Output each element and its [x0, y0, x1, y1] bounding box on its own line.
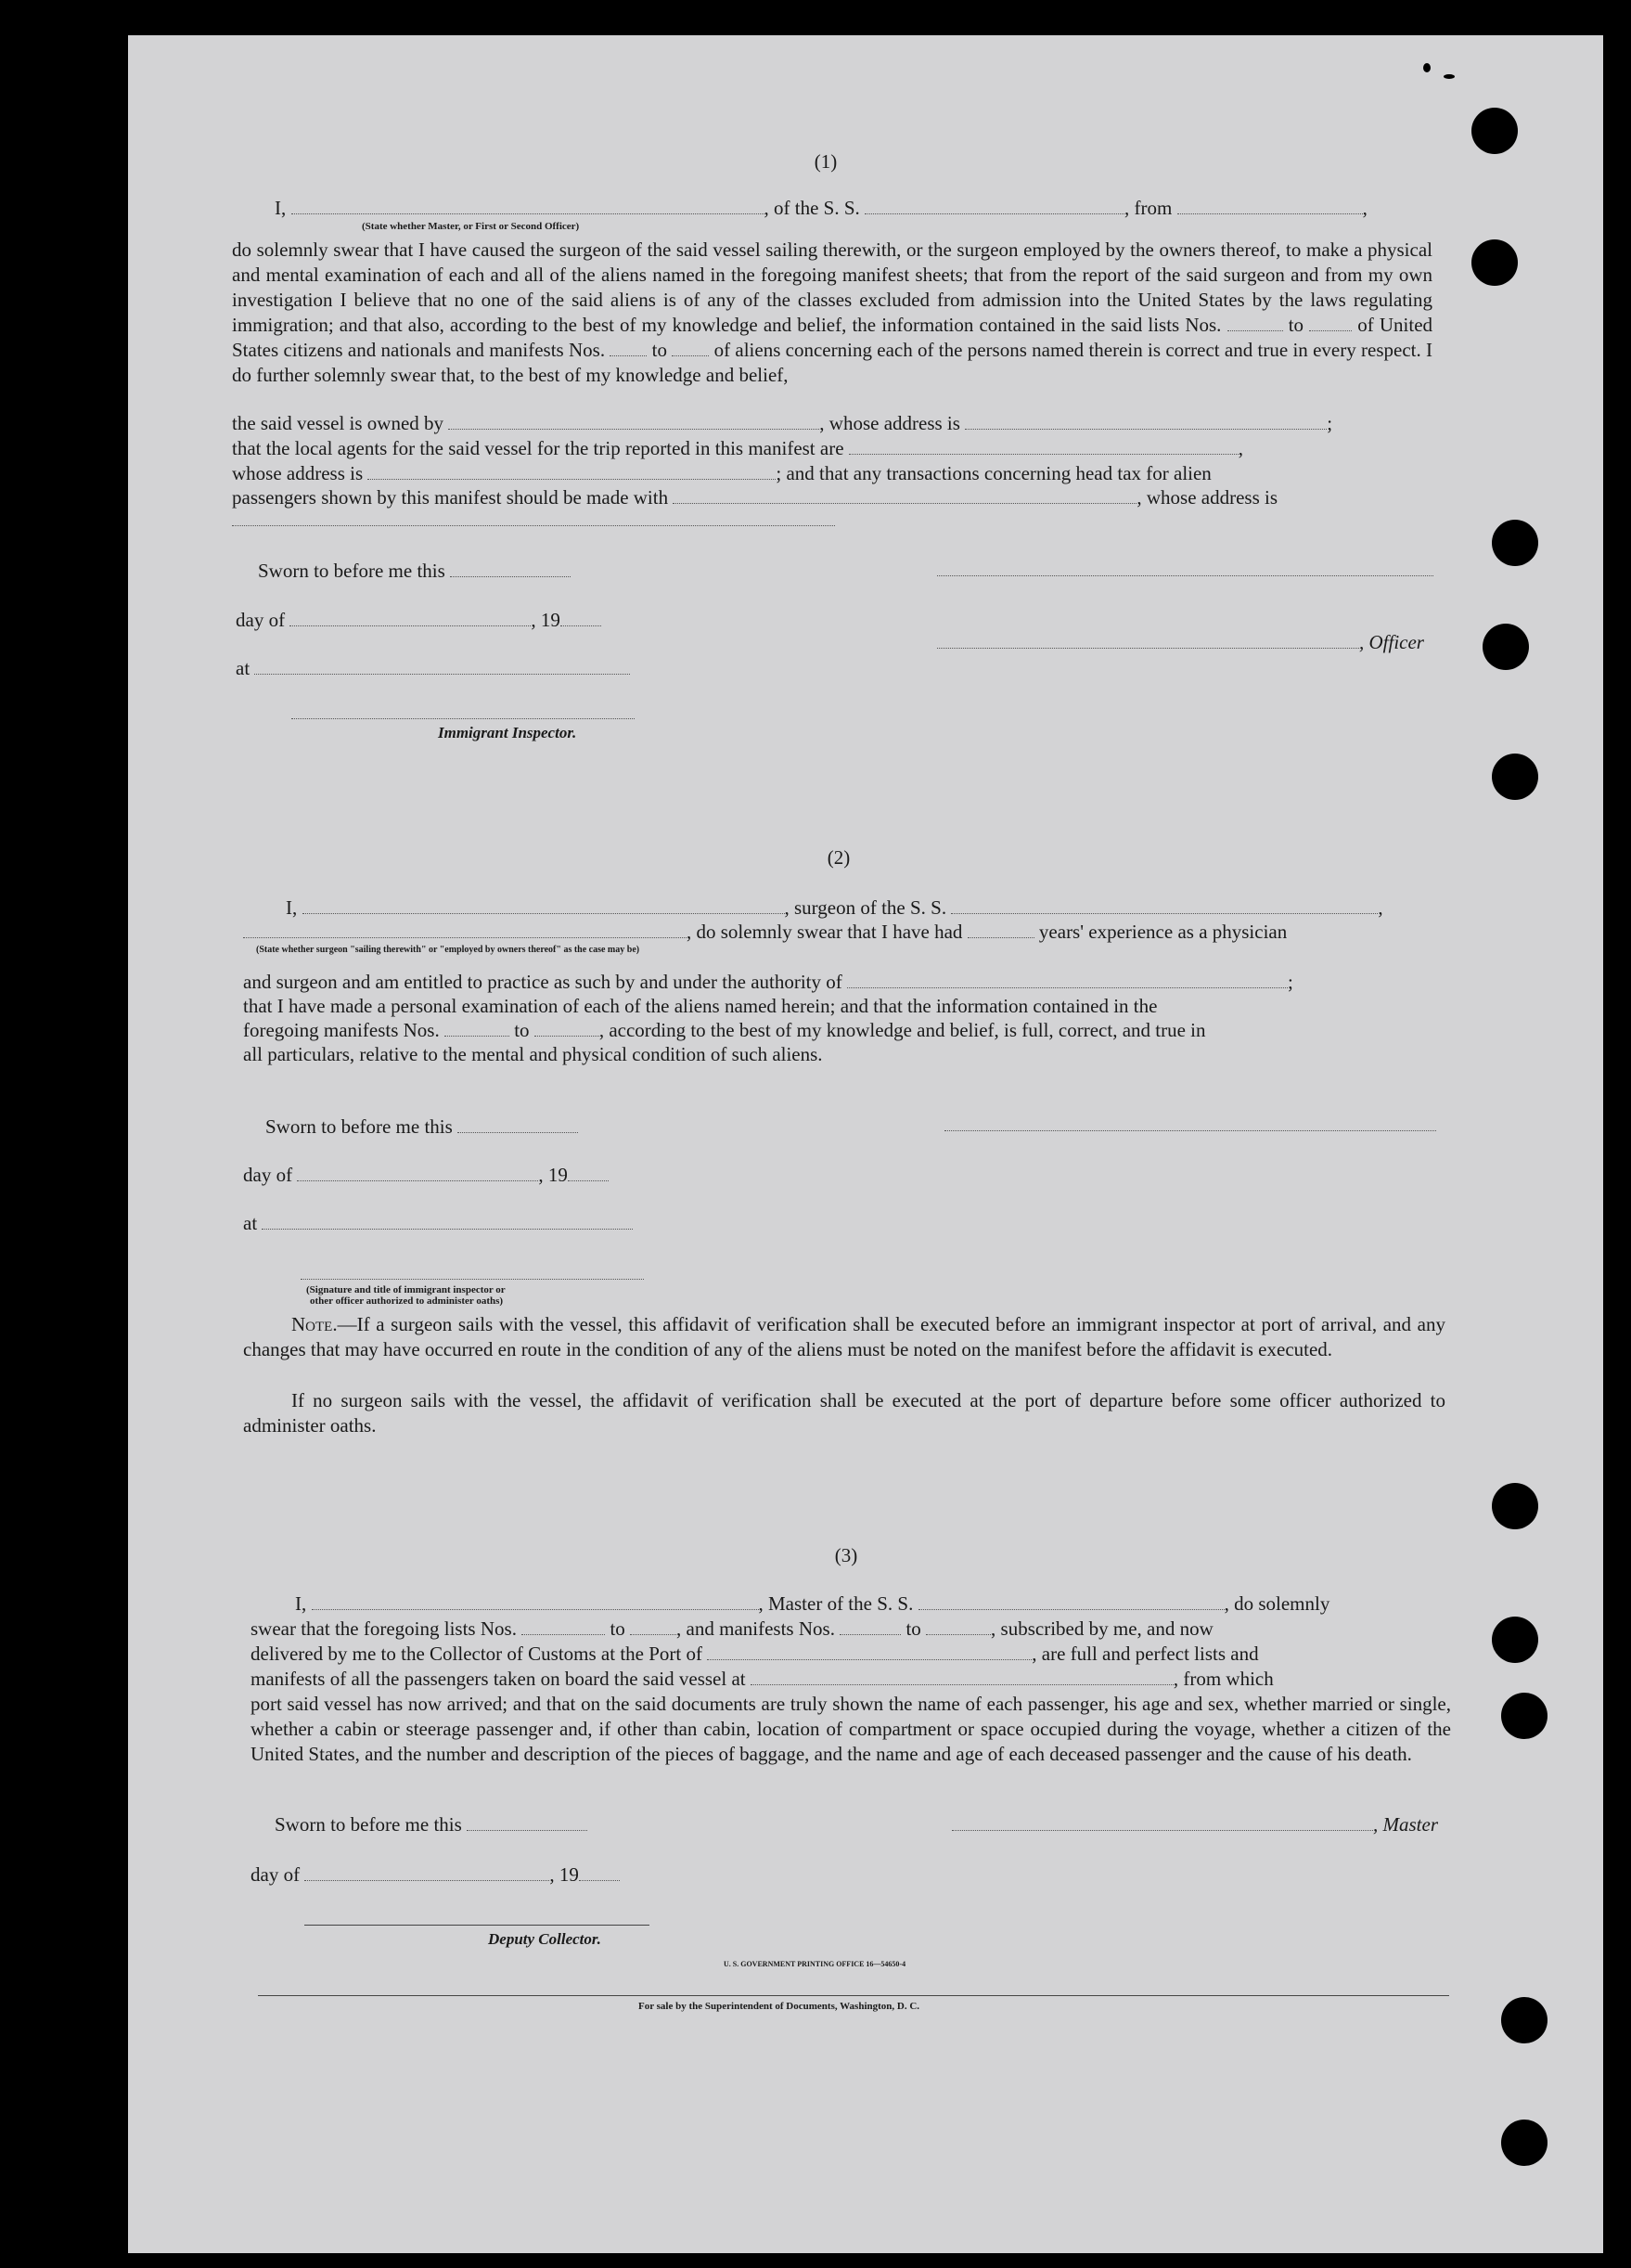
s1-passengers-line: passengers shown by this manifest should be made with , whose address is: [232, 486, 1278, 509]
gpo-imprint: U. S. GOVERNMENT PRINTING OFFICE 16—54650-4: [724, 1960, 906, 1968]
punch-hole: [1471, 108, 1518, 154]
s1-inspector-rule: [291, 718, 635, 719]
punch-hole: [1492, 1483, 1538, 1529]
s2-line1: I, , surgeon of the S. S. ,: [286, 896, 1383, 919]
sale-notice: For sale by the Superintendent of Documents, Washington, D. C.: [638, 2001, 920, 2012]
s3-collector-rule: [304, 1925, 649, 1926]
s1-line1: I, , of the S. S. , from ,: [275, 197, 1368, 219]
s2-signature-rule: [301, 1279, 644, 1280]
section-number-3: (3): [834, 1544, 858, 1566]
s2-particulars-line: all particulars, relative to the mental and physical condition of such aliens.: [243, 1043, 823, 1065]
s3-collector-label: Deputy Collector.: [488, 1930, 601, 1948]
s3-master: , Master: [952, 1813, 1438, 1836]
s2-sig-caption-1: (Signature and title of immigrant inspector or: [306, 1284, 506, 1295]
section-number-2: (2): [827, 846, 851, 869]
s1-body: do solemnly swear that I have caused the surgeon of the said vessel sailing therewith, or the surgeon employed by the owners thereof, to make a physical and mental examination of each and all of the aliens named in the foregoing manifest sheets; that from the report of the said surgeon and from my own investigation I believe that no one of the said aliens is of any of the classes excluded from admission into the United States by the laws regulating immigration; and that also, according to the best of my knowledge and belief, the information contained in the said lists Nos. to of United States citizens and nationals and manifests Nos. to of aliens concerning each of the persons named therein is correct and true in every respect. I do further solemnly swear that, to the best of my knowledge and belief,: [232, 238, 1433, 386]
section-number-1: (1): [814, 150, 838, 173]
footer-rule: [258, 1995, 1449, 1996]
s3-body: port said vessel has now arrived; and that on the said documents are truly shown the name of each passenger, his age and sex, whether married or single, whether a cabin or steerage passenger and, if other than cabin, location of compartment or space occupied during the voyage, whether a citizen of the United States, and the number and description of the pieces of baggage, and the name and age of each deceased passenger and the cause of his death.: [250, 1693, 1451, 1765]
s1-address-rule: [232, 525, 835, 526]
s2-note2: If no surgeon sails with the vessel, the affidavit of verification shall be executed at the port of departure before some officer authorized to administer oaths.: [243, 1389, 1445, 1437]
s3-line4: manifests of all the passengers taken on board the said vessel at , from which: [250, 1668, 1274, 1690]
s2-sig-caption-2: other officer authorized to administer oaths): [310, 1295, 504, 1307]
s2-manifests-line: foregoing manifests Nos. to , according to the best of my knowledge and belief, is full, correct, and true in: [243, 1019, 1206, 1041]
s2-sworn: Sworn to before me this: [265, 1115, 578, 1139]
s3-line3: delivered by me to the Collector of Customs at the Port of , are full and perfect lists and: [250, 1643, 1259, 1665]
punch-hole: [1501, 1997, 1548, 2043]
s1-owned-line: the said vessel is owned by , whose address is ;: [232, 412, 1333, 434]
s2-sign-rule: [944, 1130, 1436, 1131]
s1-agents-line: that the local agents for the said vessel for the trip reported in this manifest are ,: [232, 437, 1244, 459]
s1-officer-sign-rule: [937, 575, 1433, 576]
s2-caption: (State whether surgeon "sailing therewith" or "employed by owners thereof" as the case may be): [256, 945, 640, 955]
ink-speck: [1444, 74, 1455, 79]
punch-hole: [1501, 2120, 1548, 2166]
punch-hole: [1492, 520, 1538, 566]
s2-note: Note.—If a surgeon sails with the vessel, this affidavit of verification shall be executed before an immigrant inspector at port of arrival, and any changes that may have occurred en route in the condition of any of the aliens must be noted on the manifest before the affidavit is executed.: [243, 1313, 1445, 1360]
punch-hole: [1483, 624, 1529, 670]
s3-line1: I, , Master of the S. S. , do solemnly: [295, 1592, 1330, 1615]
s3-sworn: Sworn to before me this: [275, 1813, 587, 1836]
s2-line2: , do solemnly swear that I have had years' experience as a physician: [243, 921, 1287, 944]
s1-at: at: [236, 657, 630, 680]
s2-examination-line: that I have made a personal examination of each of the aliens named herein; and that the information contained in the: [243, 995, 1158, 1017]
s2-authority-line: and surgeon and am entitled to practice as such by and under the authority of ;: [243, 971, 1293, 993]
s1-caption: (State whether Master, or First or Second Officer): [362, 221, 580, 232]
s3-day: day of , 19: [250, 1863, 620, 1887]
punch-hole: [1492, 754, 1538, 800]
s1-officer: , Officer: [937, 631, 1424, 654]
punch-hole: [1471, 239, 1518, 286]
ink-speck: [1423, 63, 1431, 72]
s3-line2: swear that the foregoing lists Nos. to , and manifests Nos. to , subscribed by me, and now: [250, 1617, 1214, 1640]
s1-day: day of , 19: [236, 609, 601, 632]
s1-inspector-label: Immigrant Inspector.: [438, 724, 577, 741]
s1-sworn: Sworn to before me this: [258, 560, 571, 583]
s1-address-line: whose address is ; and that any transactions concerning head tax for alien: [232, 462, 1212, 484]
punch-hole: [1501, 1693, 1548, 1739]
punch-hole: [1492, 1617, 1538, 1663]
s2-at: at: [243, 1212, 633, 1235]
s2-day: day of , 19: [243, 1164, 609, 1187]
